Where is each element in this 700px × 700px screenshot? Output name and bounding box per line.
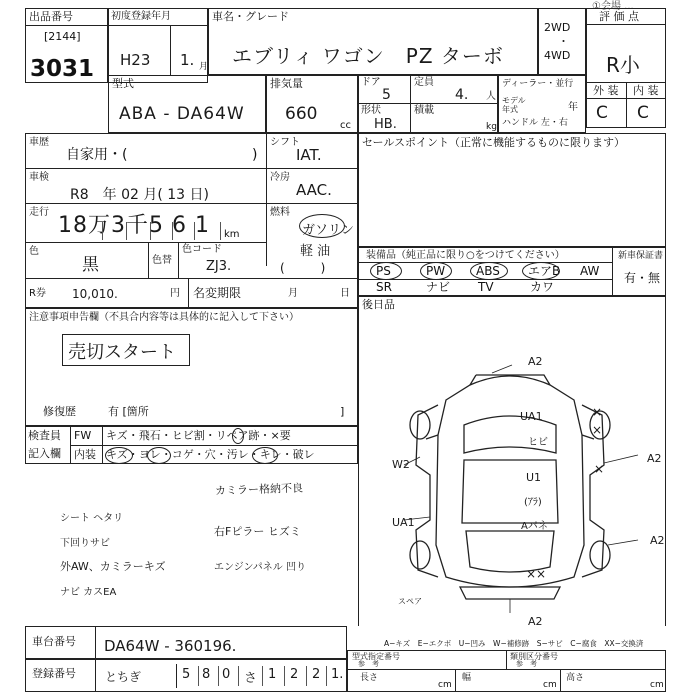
lot-number: 3031 <box>30 56 95 82</box>
interior-mark-1 <box>105 447 133 464</box>
interior-row-label: 内装 <box>74 448 96 461</box>
lot-label: 出品番号 <box>29 10 73 23</box>
color-value: 黒 <box>82 255 99 275</box>
diagram-wheel <box>590 541 610 569</box>
shift-label: シフト <box>270 137 300 148</box>
fw-mark <box>232 428 244 444</box>
model-value: ABA - DA64W <box>119 104 245 124</box>
displacement-label: 排気量 <box>270 77 303 90</box>
repair-close: ] <box>340 405 345 418</box>
diagram-wheel <box>410 541 430 569</box>
height-label: 高さ <box>566 673 585 683</box>
shape-label: 形状 <box>361 105 381 116</box>
diagram-rear-glass <box>466 531 554 572</box>
equipment-item: エアB <box>528 264 561 278</box>
car-name-label: 車名・グレード <box>212 10 289 23</box>
recycle-value: 10,010. <box>72 287 118 301</box>
color-code-label: 色コード <box>182 244 222 255</box>
reg-digit: 1. <box>331 667 344 682</box>
equipment-circle <box>470 262 508 280</box>
shift-value: IAT. <box>296 146 322 164</box>
repair-label: 修復歴 <box>43 405 76 418</box>
history-label: 車歴 <box>29 137 49 148</box>
name-change-day: 日 <box>340 288 350 299</box>
interior-mark-2 <box>147 447 171 464</box>
reg-prefix: とちぎ <box>105 670 142 684</box>
diagram-mark: UA1 <box>392 516 415 529</box>
damage-legend: A−キズ E−エクボ U−凹み W−補修跡 S−サビ C−腐食 XX−交換済 <box>384 639 644 648</box>
equipment-label: 装備品（純正品に限り○をつけてください） <box>366 250 565 261</box>
chassis-label: 車台番号 <box>32 635 76 648</box>
equipment-circle <box>522 262 560 280</box>
handwritten-note: カミラー格納不良 <box>214 481 304 498</box>
displacement-unit: cc <box>340 120 351 131</box>
model-year-unit: 年 <box>568 102 578 113</box>
name-change-label: 名変期限 <box>193 286 242 300</box>
inspection-label: 車検 <box>29 172 49 183</box>
diagram-mark: A2 <box>650 534 665 547</box>
chassis-value: DA64W - 360196. <box>104 637 237 655</box>
capacity-value: 4. <box>455 87 469 103</box>
diagram-mark: × <box>592 405 603 419</box>
fuel-value2: 軽 油 <box>300 244 331 259</box>
class-sub: 参 考 <box>516 660 537 668</box>
reg-digit: 8 <box>202 667 211 682</box>
diagram-mark: × <box>592 423 603 437</box>
handwritten-note: 外AW、カミラーキズ <box>60 560 166 573</box>
door-label: ドア <box>361 77 381 88</box>
diagram-rear-bumper <box>460 587 560 599</box>
reg-digit: 1 <box>268 667 277 682</box>
equipment-item: ナビ <box>426 280 451 294</box>
history-close: ) <box>252 147 258 163</box>
reg-digit: 5 <box>182 667 191 682</box>
equipment-item: PS <box>376 264 391 278</box>
fuel-circle <box>299 214 345 238</box>
score-label: 評 価 点 <box>599 10 639 23</box>
fuel-paren: ( ) <box>280 261 326 275</box>
reg-label: 登録番号 <box>32 667 76 680</box>
fw-label: FW <box>74 429 92 442</box>
first-reg-label: 初度登録年月 <box>111 11 171 22</box>
handwritten-note: ナビ カスEA <box>60 587 117 598</box>
recycle-label: R券 <box>29 288 46 299</box>
interior-label: 内 装 <box>633 84 659 97</box>
width-unit: cm <box>543 680 557 690</box>
top-note: ①会場 ... <box>592 1 634 12</box>
first-reg-month: 1. <box>180 51 195 69</box>
capacity-label: 定員 <box>414 77 434 88</box>
ac-value: AAC. <box>296 181 332 199</box>
exterior-label: 外 装 <box>593 84 619 97</box>
interior-mark-3 <box>252 447 278 464</box>
first-reg-unit: 月 <box>199 62 209 72</box>
dealer-label: ディーラー・並行 <box>502 79 574 89</box>
reg-digit: さ <box>244 671 258 686</box>
repair-value: 有 [箇所 <box>108 405 149 418</box>
car-diagram <box>360 345 666 630</box>
diagram-wheel <box>410 411 430 439</box>
diagram-mark: スペア <box>398 597 422 606</box>
diagram-mark: W2 <box>392 458 410 471</box>
sales-point-label: セールスポイント（正常に機能するものに限ります） <box>362 136 626 149</box>
fw-items: キズ・飛石・ヒビ割・リペア跡・×要 <box>106 429 291 442</box>
diagram-mark: A2 <box>528 615 543 628</box>
handwritten-note: シート ヘタリ <box>60 513 124 524</box>
sales-point-box <box>358 133 666 247</box>
type-cert-label: 型式指定番号 <box>352 652 400 661</box>
diagram-mark: Aパネ <box>521 521 548 532</box>
shape-value: HB. <box>374 117 397 132</box>
type-cert-sub: 参 考 <box>358 660 379 668</box>
diagram-body <box>436 376 584 587</box>
model-year-label: モデル年式 <box>502 96 526 114</box>
notes-label: 注意事項申告欄（不具合内容等は具体的に記入して下さい） <box>29 312 299 323</box>
diagram-mark: × <box>594 462 605 476</box>
diagram-mark: ヒビ <box>528 437 548 448</box>
diagram-left-side <box>416 405 438 577</box>
warranty-value: 有・無 <box>624 271 661 285</box>
ac-label: 冷房 <box>270 172 290 183</box>
load-unit: kg <box>486 122 497 132</box>
diagram-mark: A2 <box>647 452 662 465</box>
displacement-value: 660 <box>285 104 318 124</box>
color-code-value: ZJ3. <box>206 259 232 274</box>
diagram-roof <box>462 460 558 523</box>
handwritten-note: 下回りサビ <box>60 538 110 549</box>
diagram-mark: (ｱﾗ) <box>524 497 542 508</box>
diagram-mark: A2 <box>528 355 543 368</box>
handwritten-note: 右Fピラー ヒズミ <box>214 525 301 538</box>
diagram-mark: U1 <box>526 471 542 484</box>
equipment-item: ABS <box>476 264 500 278</box>
drive-4wd: 4WD <box>544 49 571 62</box>
color-change-label: 色替 <box>152 255 172 266</box>
length-unit: cm <box>438 680 452 690</box>
handle-label: ハンドル 左・右 <box>502 118 568 128</box>
mileage-unit: km <box>224 229 240 240</box>
equipment-circle <box>370 262 402 280</box>
model-label: 型式 <box>112 77 134 90</box>
interior-value: C <box>637 103 649 123</box>
height-unit: cm <box>650 680 664 690</box>
handwritten-note: エンジンパネル 凹り <box>214 562 306 573</box>
diagram-mark: ×× <box>526 567 547 581</box>
door-value: 5 <box>382 87 391 103</box>
car-name-value: エブリィ ワゴン PZ ターボ <box>232 44 504 68</box>
color-label: 色 <box>29 246 39 257</box>
capacity-unit: 人 <box>486 91 496 102</box>
reg-digit: 2 <box>312 667 321 682</box>
first-reg-era: H23 <box>120 51 151 69</box>
reg-digit: 0 <box>222 667 231 682</box>
equipment-item: AW <box>580 264 600 278</box>
notes-stamp: 売切スタート <box>68 342 176 363</box>
mileage-label: 走行 <box>29 207 49 218</box>
lot-sub: [2144] <box>44 30 81 43</box>
inspector-label2: 記入欄 <box>28 447 61 460</box>
name-change-month: 月 <box>288 288 298 299</box>
equipment-item: SR <box>376 280 392 294</box>
drive-dot: ・ <box>558 35 569 48</box>
equipment-item: TV <box>478 280 494 294</box>
history-value: 自家用・( <box>66 147 128 163</box>
reg-digit: 2 <box>290 667 299 682</box>
width-label: 幅 <box>462 673 472 683</box>
recycle-unit: 円 <box>170 288 180 299</box>
inspector-label: 検査員 <box>28 429 61 442</box>
equipment-item: PW <box>426 264 446 278</box>
equipment-item: カワ <box>530 280 555 294</box>
diagram-mark: UA1 <box>520 410 543 423</box>
fuel-label: 燃料 <box>270 207 290 218</box>
interior-items: キズ・ヨレ・コゲ・穴・汚レ・キレ・破レ <box>106 448 315 461</box>
drive-2wd: 2WD <box>544 21 571 34</box>
remarks-label: 後日品 <box>362 298 395 311</box>
score-value: R小 <box>606 53 640 77</box>
length-label: 長さ <box>360 673 379 683</box>
warranty-label: 新車保証書 <box>618 251 664 261</box>
fuel-value1: ガソリン <box>302 223 355 238</box>
exterior-value: C <box>596 103 608 123</box>
class-label: 類別区分番号 <box>510 652 558 661</box>
mileage-value: 18万3千5 6 1 <box>58 213 210 238</box>
load-label: 積載 <box>414 105 434 116</box>
equipment-circle <box>420 262 452 280</box>
inspection-value: R8 年 02 月( 13 日) <box>70 187 209 203</box>
